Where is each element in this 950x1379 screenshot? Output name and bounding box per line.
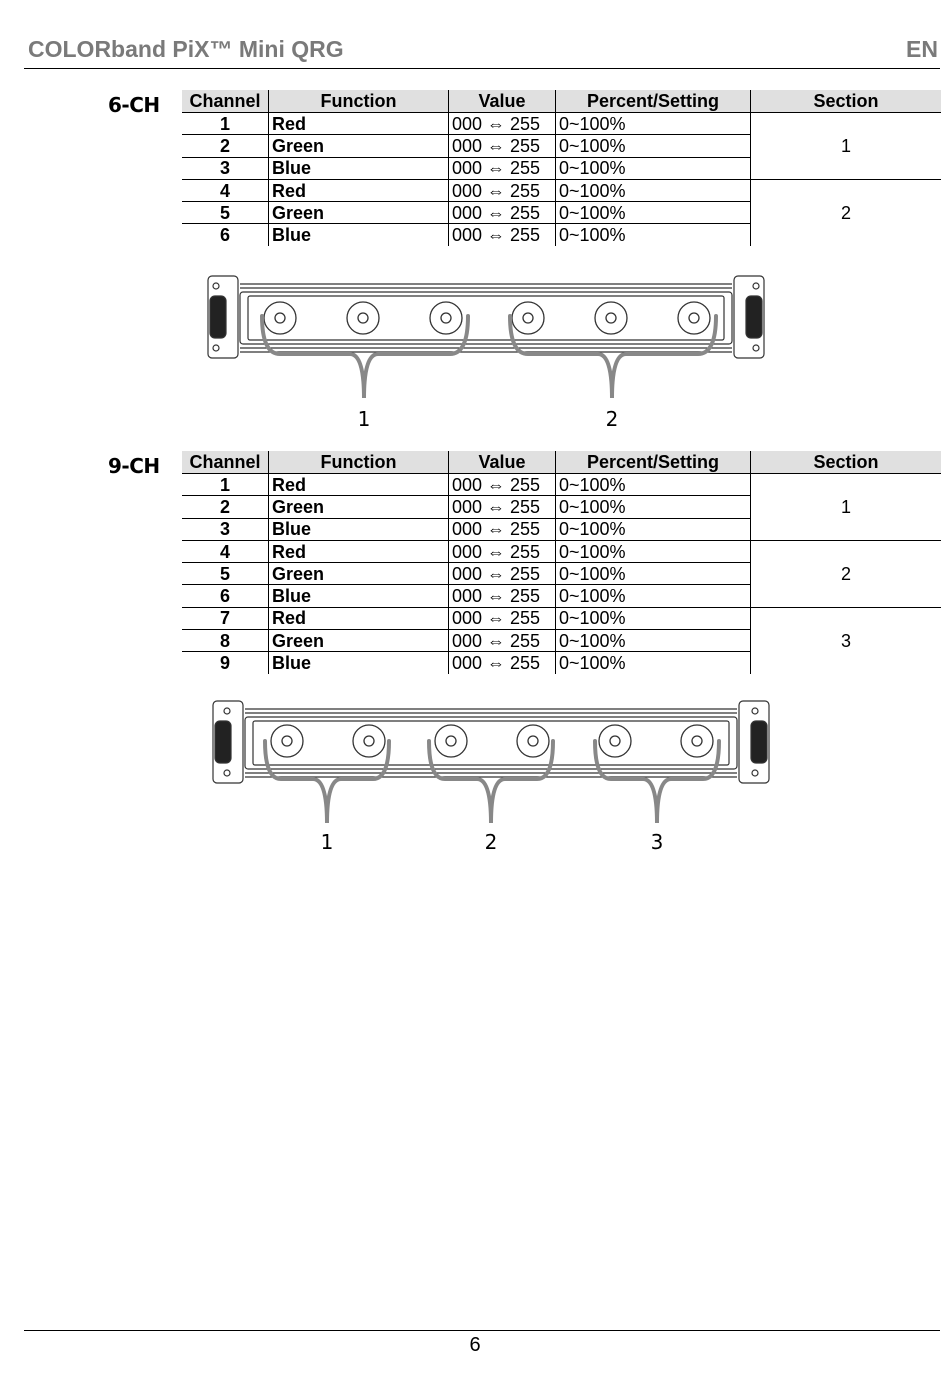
page-header <box>24 34 940 69</box>
channel-cell: 5 <box>182 202 269 224</box>
channel-cell: 2 <box>182 135 269 157</box>
value-cell: 000 ⇔ 255 <box>449 607 556 629</box>
section-cell: 2 <box>751 540 942 607</box>
percent-cell: 0~100% <box>556 496 751 518</box>
footer-rule <box>24 1330 940 1331</box>
percent-cell: 0~100% <box>556 224 751 246</box>
channel-cell: 4 <box>182 179 269 201</box>
page-number: 6 <box>469 1334 481 1356</box>
channel-cell: 5 <box>182 563 269 585</box>
fixture-bar-illustration <box>213 701 769 783</box>
table-row <box>182 179 941 201</box>
channel-cell: 4 <box>182 540 269 562</box>
value-cell: 000 ⇔ 255 <box>449 563 556 585</box>
section-label: 1 <box>357 407 371 431</box>
function-cell: Green <box>269 496 449 518</box>
col-channel: Channel <box>182 451 269 474</box>
fixture-diagram-9ch <box>205 695 785 860</box>
value-cell: 000 ⇔ 255 <box>449 202 556 224</box>
table-row <box>182 113 941 135</box>
col-value: Value <box>449 90 556 113</box>
section-label: 1 <box>320 830 334 854</box>
percent-cell: 0~100% <box>556 585 751 607</box>
channel-cell: 3 <box>182 157 269 179</box>
section-label: 2 <box>484 830 498 854</box>
section-label: 2 <box>605 407 619 431</box>
function-cell: Red <box>269 474 449 496</box>
value-cell: 000 ⇔ 255 <box>449 652 556 674</box>
mode-label-6ch: 6-CH <box>108 93 160 117</box>
value-cell: 000 ⇔ 255 <box>449 630 556 652</box>
percent-cell: 0~100% <box>556 202 751 224</box>
value-cell: 000 ⇔ 255 <box>449 474 556 496</box>
table-row <box>182 540 941 562</box>
fixture-diagram-6ch <box>200 270 780 435</box>
value-cell: 000 ⇔ 255 <box>449 496 556 518</box>
dmx-table-9ch <box>182 451 941 674</box>
percent-cell: 0~100% <box>556 540 751 562</box>
value-cell: 000 ⇔ 255 <box>449 179 556 201</box>
dmx-table-6ch <box>182 90 941 246</box>
percent-cell: 0~100% <box>556 652 751 674</box>
percent-cell: 0~100% <box>556 179 751 201</box>
channel-cell: 8 <box>182 630 269 652</box>
table-row <box>182 474 941 496</box>
percent-cell: 0~100% <box>556 135 751 157</box>
col-function: Function <box>269 451 449 474</box>
document-title: COLORband PiX™ Mini QRG <box>28 36 344 62</box>
value-cell: 000 ⇔ 255 <box>449 113 556 135</box>
percent-cell: 0~100% <box>556 474 751 496</box>
channel-cell: 3 <box>182 518 269 540</box>
function-cell: Red <box>269 113 449 135</box>
section-braces <box>265 741 719 823</box>
section-cell: 2 <box>751 179 942 245</box>
col-channel: Channel <box>182 90 269 113</box>
channel-cell: 7 <box>182 607 269 629</box>
value-cell: 000 ⇔ 255 <box>449 540 556 562</box>
section-cell: 1 <box>751 474 942 541</box>
col-value: Value <box>449 451 556 474</box>
led-lenses <box>264 302 710 334</box>
channel-cell: 9 <box>182 652 269 674</box>
percent-cell: 0~100% <box>556 113 751 135</box>
table-row <box>182 607 941 629</box>
section-cell: 3 <box>751 607 942 673</box>
section-cell: 1 <box>751 113 942 180</box>
value-cell: 000 ⇔ 255 <box>449 518 556 540</box>
percent-cell: 0~100% <box>556 563 751 585</box>
percent-cell: 0~100% <box>556 157 751 179</box>
value-cell: 000 ⇔ 255 <box>449 224 556 246</box>
function-cell: Blue <box>269 224 449 246</box>
col-percent: Percent/Setting <box>556 90 751 113</box>
section-label: 3 <box>650 830 664 854</box>
led-lenses <box>271 725 713 757</box>
col-section: Section <box>751 451 942 474</box>
function-cell: Green <box>269 202 449 224</box>
value-cell: 000 ⇔ 255 <box>449 585 556 607</box>
function-cell: Blue <box>269 585 449 607</box>
function-cell: Blue <box>269 518 449 540</box>
fixture-bar-illustration <box>208 276 764 358</box>
channel-cell: 1 <box>219 113 230 134</box>
percent-cell: 0~100% <box>556 630 751 652</box>
section-braces <box>262 316 716 398</box>
channel-cell: 1 <box>219 474 230 495</box>
percent-cell: 0~100% <box>556 607 751 629</box>
percent-cell: 0~100% <box>556 518 751 540</box>
channel-cell: 6 <box>182 224 269 246</box>
function-cell: Blue <box>269 157 449 179</box>
channel-cell: 2 <box>182 496 269 518</box>
function-cell: Green <box>269 630 449 652</box>
language-code: EN <box>906 36 938 62</box>
function-cell: Red <box>269 179 449 201</box>
value-cell: 000 ⇔ 255 <box>449 135 556 157</box>
col-percent: Percent/Setting <box>556 451 751 474</box>
function-cell: Green <box>269 563 449 585</box>
function-cell: Green <box>269 135 449 157</box>
function-cell: Red <box>269 540 449 562</box>
channel-cell: 6 <box>182 585 269 607</box>
function-cell: Blue <box>269 652 449 674</box>
value-cell: 000 ⇔ 255 <box>449 157 556 179</box>
function-cell: Red <box>269 607 449 629</box>
mode-label-9ch: 9-CH <box>108 454 160 478</box>
col-section: Section <box>751 90 942 113</box>
table-header-row <box>182 90 941 113</box>
table-header-row <box>182 451 941 474</box>
col-function: Function <box>269 90 449 113</box>
